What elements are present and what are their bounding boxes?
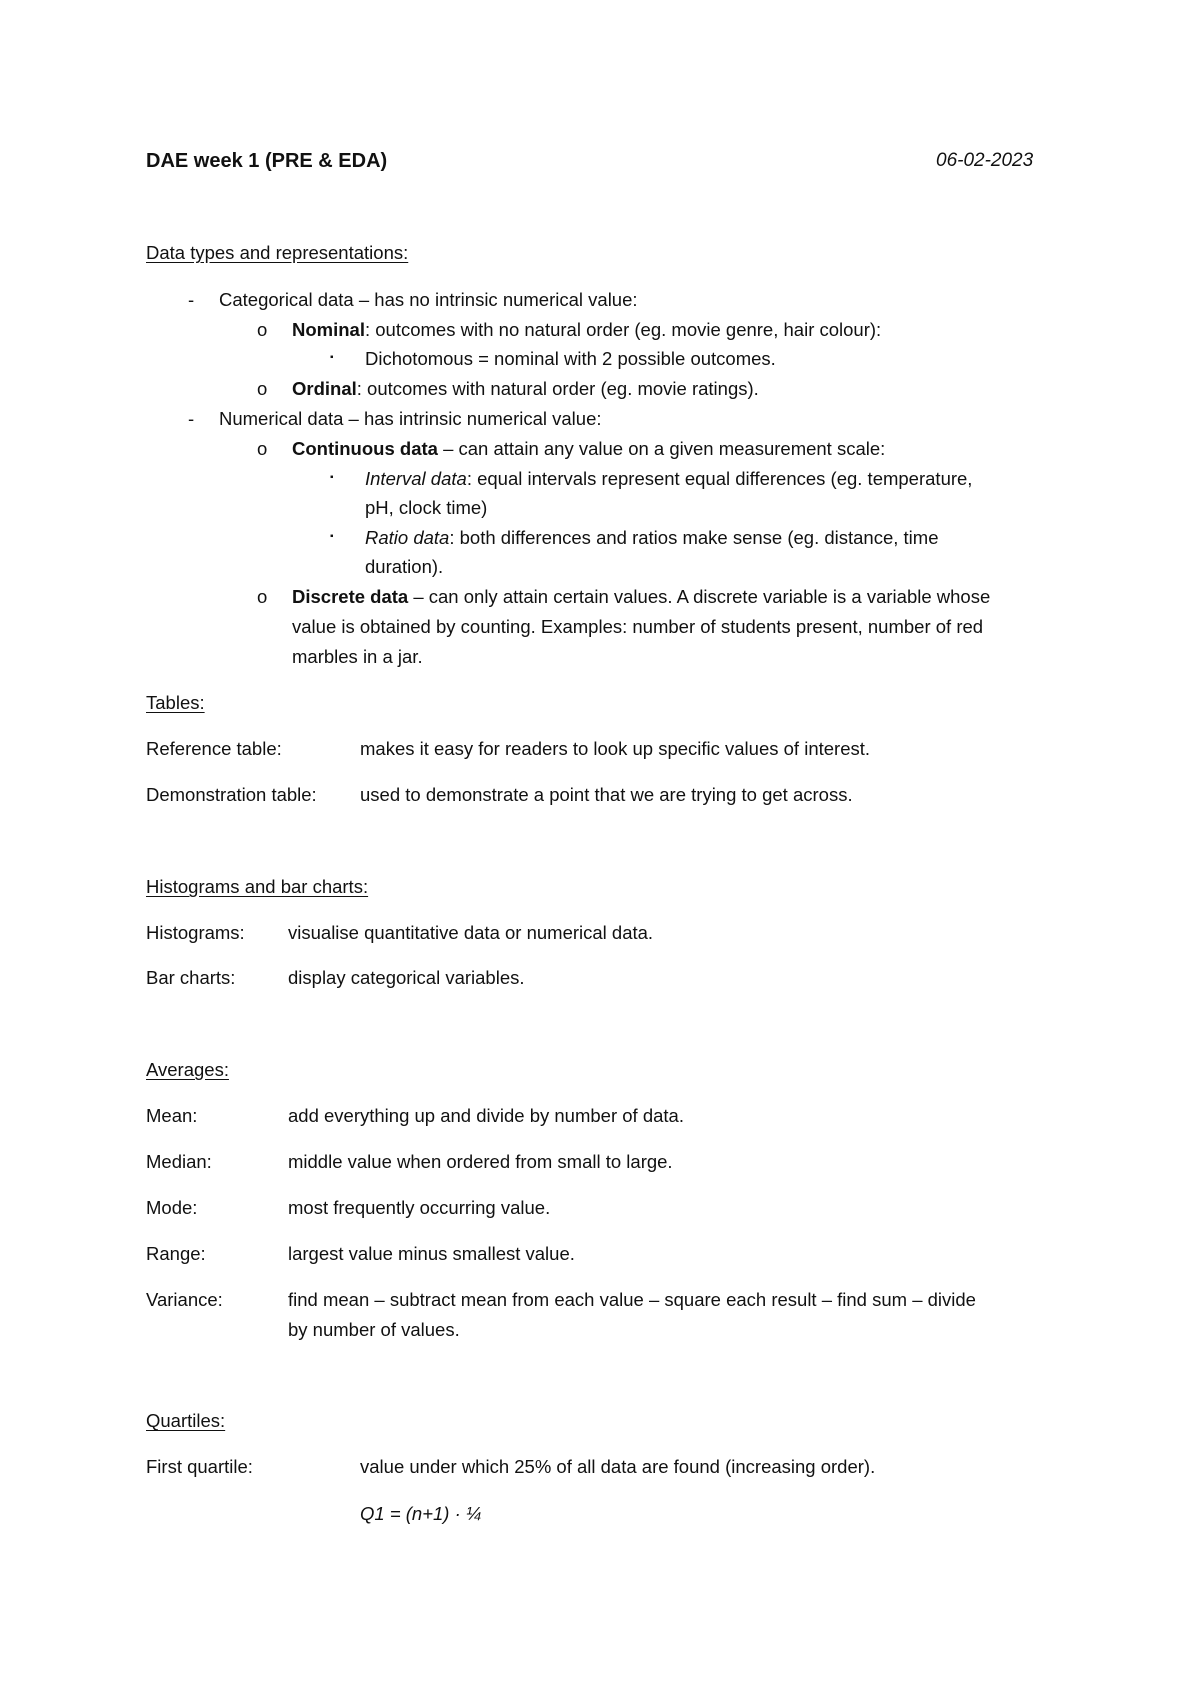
ordinal-term: Ordinal	[292, 378, 357, 399]
continuous-data-item	[292, 438, 885, 460]
circle-marker: o	[257, 319, 268, 340]
discrete-data-item	[292, 586, 990, 608]
discrete-data-continuation: value is obtained by counting. Examples: number of students present, number of red	[292, 616, 984, 637]
dichotomous-item: Dichotomous = nominal with 2 possible outcomes.	[365, 348, 776, 369]
definition-text: used to demonstrate a point that we are trying to get across.	[360, 784, 853, 805]
interval-description: : equal intervals represent equal differences (eg. temperature,	[466, 468, 973, 489]
definition-text: most frequently occurring value.	[288, 1197, 551, 1218]
definition-text: middle value when ordered from small to large.	[288, 1151, 673, 1172]
interval-data-continuation: pH, clock time)	[365, 497, 488, 518]
nominal-term: Nominal	[292, 319, 365, 340]
quartile-formula: Q1 = (n+1) · ¼	[360, 1503, 482, 1524]
definition-label: Mean:	[146, 1105, 198, 1126]
definition-text: display categorical variables.	[288, 967, 525, 988]
section-heading-data-types: Data types and representations:	[146, 242, 409, 263]
circle-marker: o	[257, 378, 268, 399]
definition-label: Bar charts:	[146, 967, 236, 988]
continuous-description: – can attain any value on a given measurement scale:	[437, 438, 886, 459]
discrete-term: Discrete data	[292, 586, 409, 607]
discrete-description: – can only attain certain values. A discrete variable is a variable whose	[408, 586, 991, 607]
square-bullet-icon: ▪	[330, 472, 334, 483]
definition-label: Variance:	[146, 1289, 223, 1310]
document-date: 06-02-2023	[936, 150, 1034, 171]
square-bullet-icon: ▪	[330, 352, 334, 363]
definition-text-continuation: by number of values.	[288, 1319, 460, 1340]
definition-text: find mean – subtract mean from each value – square each result – find sum – divide	[288, 1289, 976, 1310]
ratio-description: : both differences and ratios make sense (eg. distance, time	[449, 527, 939, 548]
definition-text: largest value minus smallest value.	[288, 1243, 575, 1264]
ratio-data-continuation: duration).	[365, 556, 444, 577]
definition-label: First quartile:	[146, 1456, 253, 1477]
circle-marker: o	[257, 438, 268, 459]
ordinal-description: : outcomes with natural order (eg. movie ratings).	[356, 378, 759, 399]
interval-term: Interval data	[365, 468, 467, 489]
interval-data-item	[365, 468, 972, 490]
definition-label: Demonstration table:	[146, 784, 317, 805]
definition-label: Mode:	[146, 1197, 198, 1218]
nominal-item	[292, 319, 881, 341]
dash-marker: -	[188, 289, 195, 310]
circle-marker: o	[257, 586, 268, 607]
ordinal-item	[292, 378, 759, 400]
definition-text: makes it easy for readers to look up specific values of interest.	[360, 738, 871, 759]
document-title: DAE week 1 (PRE & EDA)	[146, 150, 388, 172]
ratio-data-item	[365, 527, 939, 549]
definition-text: visualise quantitative data or numerical data.	[288, 922, 654, 943]
section-heading-tables: Tables:	[146, 692, 205, 713]
definition-label: Median:	[146, 1151, 212, 1172]
categorical-data-item: Categorical data – has no intrinsic numerical value:	[219, 289, 638, 310]
section-heading-histograms: Histograms and bar charts:	[146, 876, 369, 897]
definition-label: Range:	[146, 1243, 206, 1264]
dash-marker: -	[188, 408, 195, 429]
numerical-data-item: Numerical data – has intrinsic numerical value:	[219, 408, 602, 429]
section-heading-quartiles: Quartiles:	[146, 1410, 226, 1431]
discrete-data-continuation: marbles in a jar.	[292, 646, 423, 667]
ratio-term: Ratio data	[365, 527, 450, 548]
definition-label: Histograms:	[146, 922, 245, 943]
nominal-description: : outcomes with no natural order (eg. movie genre, hair colour):	[364, 319, 882, 340]
definition-text: add everything up and divide by number of data.	[288, 1105, 684, 1126]
square-bullet-icon: ▪	[330, 531, 334, 542]
continuous-term: Continuous data	[292, 438, 438, 459]
definition-text: value under which 25% of all data are found (increasing order).	[360, 1456, 876, 1477]
section-heading-averages: Averages:	[146, 1059, 229, 1080]
definition-label: Reference table:	[146, 738, 282, 759]
